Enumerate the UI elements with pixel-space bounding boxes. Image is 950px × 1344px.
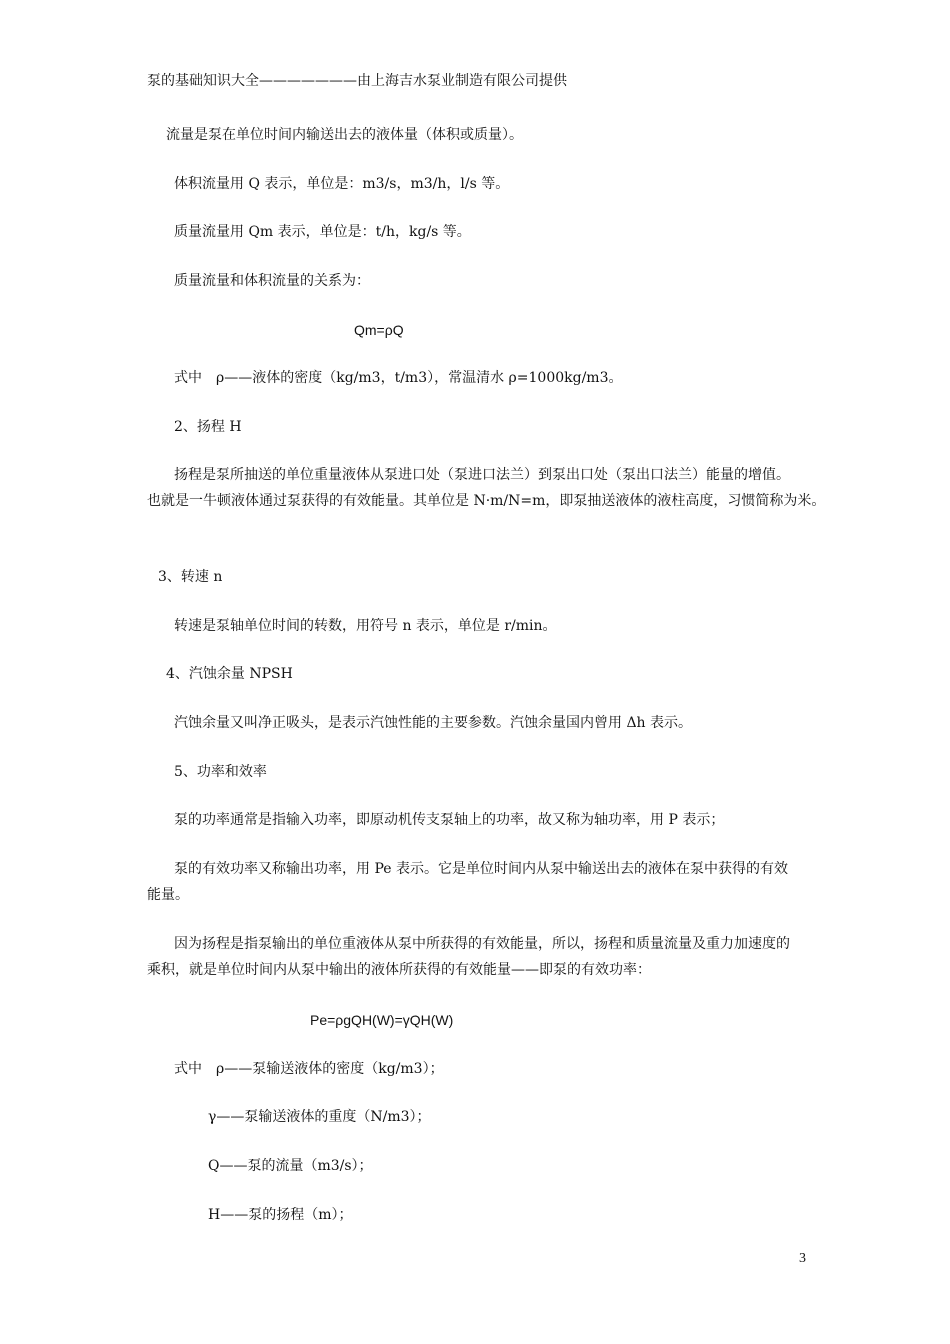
page-header: 泵的基础知识大全———————由上海吉水泵业制造有限公司提供 xyxy=(147,73,567,89)
flow-formula: Qm=ρQ xyxy=(354,322,404,338)
power-paragraph-3-line2: 乘积，就是单位时间内从泵中输出的液体所获得的有效能量——即泵的有效功率： xyxy=(147,962,651,978)
head-paragraph-line1: 扬程是泵所抽送的单位重量液体从泵进口处（泵进口法兰）到泵出口处（泵出口法兰）能量的增值。 xyxy=(174,467,790,483)
npsh-section-title: 4、汽蚀余量 NPSH xyxy=(166,666,293,682)
where-specific-weight: γ——泵输送液体的重度（N/m3）； xyxy=(208,1109,431,1125)
power-paragraph-2-line2: 能量。 xyxy=(147,887,189,903)
speed-paragraph: 转速是泵轴单位时间的转数，用符号 n 表示，单位是 r/min。 xyxy=(174,618,557,634)
speed-section-title: 3、转速 n xyxy=(158,569,223,585)
mass-flow-text: 质量流量用 Qm 表示，单位是：t/h，kg/s 等。 xyxy=(174,224,471,240)
head-paragraph-line2: 也就是一牛顿液体通过泵获得的有效能量。其单位是 N·m/N=m，即泵抽送液体的液柱高度，习惯简称为米。 xyxy=(147,493,826,509)
volume-flow-text: 体积流量用 Q 表示，单位是：m3/s，m3/h，l/s 等。 xyxy=(174,176,510,192)
where-head: H——泵的扬程（m）； xyxy=(208,1207,353,1223)
power-section-title: 5、功率和效率 xyxy=(174,764,267,780)
power-paragraph-3-line1: 因为扬程是指泵输出的单位重液体从泵中所获得的有效能量，所以，扬程和质量流量及重力加速度的 xyxy=(174,936,790,952)
flow-where-text: 式中 ρ——液体的密度（kg/m3，t/m3），常温清水 ρ=1000kg/m3。 xyxy=(174,370,623,386)
where-flow: Q——泵的流量（m3/s）； xyxy=(208,1158,373,1174)
flow-relation-text: 质量流量和体积流量的关系为： xyxy=(174,273,370,289)
npsh-paragraph: 汽蚀余量又叫净正吸头，是表示汽蚀性能的主要参数。汽蚀余量国内曾用 Δh 表示。 xyxy=(174,715,693,731)
power-paragraph-2-line1: 泵的有效功率又称输出功率，用 Pe 表示。它是单位时间内从泵中输送出去的液体在泵中获得的有效 xyxy=(174,861,788,877)
head-section-title: 2、扬程 H xyxy=(174,419,242,435)
page-number: 3 xyxy=(799,1251,806,1266)
flow-definition: 流量是泵在单位时间内输送出去的液体量（体积或质量）。 xyxy=(166,127,523,143)
power-formula: Pe=ρgQH(W)=γQH(W) xyxy=(310,1012,454,1028)
where-density: 式中 ρ——泵输送液体的密度（kg/m3）； xyxy=(174,1061,444,1077)
power-paragraph-1: 泵的功率通常是指输入功率，即原动机传支泵轴上的功率，故又称为轴功率，用 P 表示； xyxy=(174,812,725,828)
